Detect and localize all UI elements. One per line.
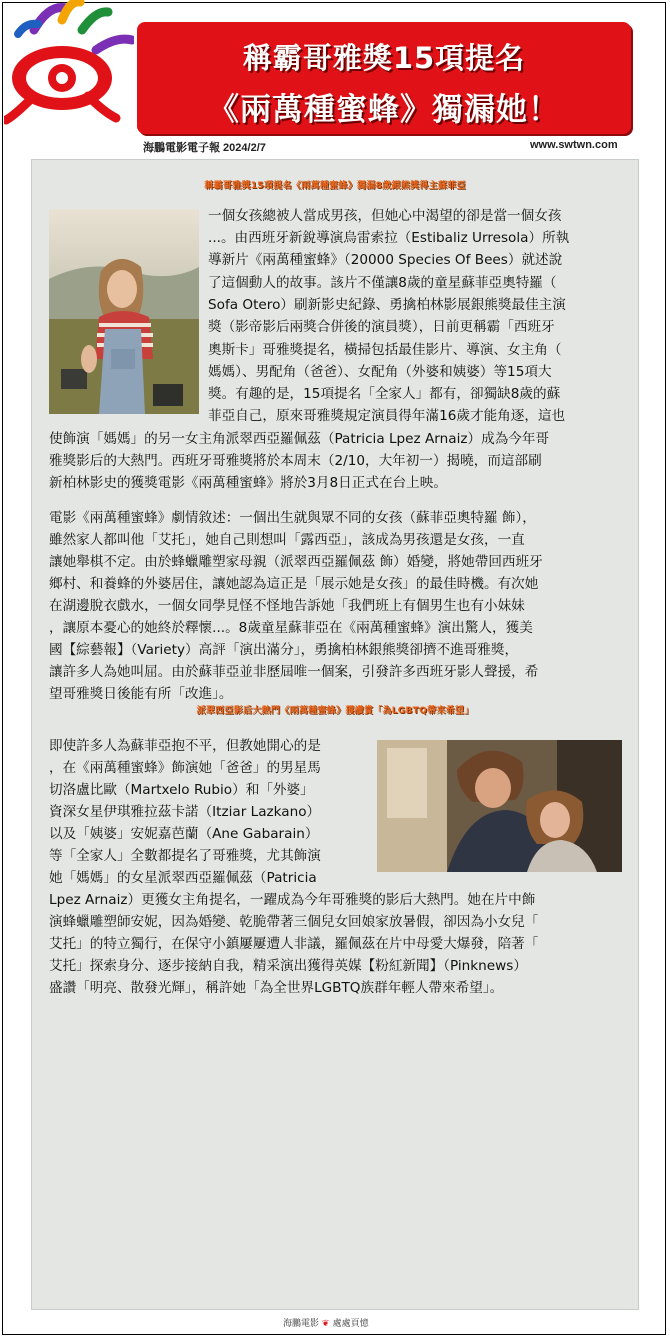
footer-brand xyxy=(283,1316,369,1329)
s1-wrap-line-5: 獎（影帝影后兩獎合併後的演員獎），日前更稱霸「西班牙 xyxy=(208,319,555,335)
title-banner xyxy=(137,22,631,134)
s1-wrap-line-7: 媽媽）、男配角（爸爸）、女配角（外婆和姨婆）等15項大 xyxy=(208,364,552,380)
haipeng-logo xyxy=(4,0,134,125)
s2-full-line-4: 盛讚「明亮、散發光輝」，稱許她「為全世界LGBTQ族群年輕人帶來希望」。 xyxy=(49,980,504,996)
s1-wrap-line-2: 導新片《兩萬種蜜蜂》（20000 Species Of Bees）就述說 xyxy=(208,252,563,268)
footer-logo-icon: ❦ xyxy=(321,1319,333,1329)
s1-wrap-line-9: 菲亞自己，原來哥雅獎規定演員得年滿16歲才能角逐，這也 xyxy=(208,408,566,424)
s1-p2-line-2: 讓她舉棋不定。由於蜂蠟雕塑家母親（派翠西亞羅佩茲 飾）婚變，將她帶回西班牙 xyxy=(49,554,543,570)
s1-full-line-2: 新柏林影史的獲獎電影《兩萬種蜜蜂》將於3月8日正式在台上映。 xyxy=(49,475,447,491)
footer-left-text: 海鵬電影 xyxy=(283,1319,320,1329)
s1-p2-line-0: 電影《兩萬種蜜蜂》劇情敘述：一個出生就與眾不同的女孩（蘇菲亞奧特羅 飾）， xyxy=(49,510,536,526)
article-panel xyxy=(31,159,639,1310)
publication-date: 海鵬電影電子報 2024/2/7 xyxy=(143,142,266,154)
s1-p2-line-1: 雖然家人都叫他「艾托」，她自己則想叫「露西亞」，該成為男孩還是女孩，一直 xyxy=(49,532,525,548)
footer-right-text: 處處頁憶 xyxy=(332,1319,369,1329)
s1-p2-line-6: 國【綜藝報】（Variety）高評「演出滿分」，勇擒柏林銀熊獎卻擠不進哥雅獎， xyxy=(49,642,519,658)
mother-daughter-photo xyxy=(377,740,622,872)
s1-full-line-0: 使飾演「媽媽」的另一女主角派翠西亞羅佩茲（Patricia Lpez Arnaiz）成為今年哥 xyxy=(49,431,550,447)
girl-photo xyxy=(49,209,199,414)
banner-title-line-2: 《兩萬種蜜蜂》獨漏她！ xyxy=(208,92,560,128)
s1-full-line-1: 雅獎影后的大熱門。西班牙哥雅獎將於本周末（2/10，大年初一）揭曉，而這部刷 xyxy=(49,453,542,469)
s1-wrap-line-1: ...。由西班牙新銳導演烏雷索拉（Estibaliz Urresola）所執 xyxy=(208,230,570,246)
s1-p2-line-5: ，讓原本憂心的她終於釋懷...。8歲童星蘇菲亞在《兩萬種蜜蜂》演出驚人，獲美 xyxy=(49,620,533,636)
section-2-heading: 派翠西亞影后大熱門《兩萬種蜜蜂》獲讚賞「為LGBTQ帶來希望」 xyxy=(196,706,474,716)
s2-full-line-3: 艾托」探索身分、逐步接納自我，精采演出獲得英媒【粉紅新聞】（Pinknews） xyxy=(49,958,527,974)
s2-wrap-line-5: 等「全家人」全數都提名了哥雅獎，尤其飾演 xyxy=(49,848,321,864)
section-1-heading: 稱霸哥雅獎15項提名《兩萬種蜜蜂》獨漏8歲銀熊獎得主蘇菲亞 xyxy=(204,181,466,191)
s2-wrap-line-2: 切洛盧比歐（Martxelo Rubio）和「外婆」 xyxy=(49,782,314,798)
website-link[interactable]: www.swtwn.com xyxy=(530,139,618,151)
s2-full-line-0: Lpez Arnaiz）更獲女主角提名，一躍成為今年哥雅獎的影后大熱門。她在片中飾 xyxy=(49,892,536,908)
s2-full-line-1: 演蜂蠟雕塑師安妮，因為婚變、乾脆帶著三個兒女回娘家放暑假，卻因為小女兒「 xyxy=(49,914,539,930)
s1-p2-line-8: 望哥雅獎日後能有所「改進」。 xyxy=(49,686,233,702)
s2-wrap-line-4: 以及「姨婆」安妮嘉芭蘭（Ane Gabarain） xyxy=(49,826,319,842)
banner-title-line-1: 稱霸哥雅獎15項提名 xyxy=(242,41,526,75)
s2-wrap-line-0: 即使許多人為蘇菲亞抱不平，但教她開心的是 xyxy=(49,738,321,754)
s1-wrap-line-4: Sofa Otero）刷新影史紀錄、勇擒柏林影展銀熊獎最佳主演 xyxy=(208,297,566,313)
s2-wrap-line-1: ，在《兩萬種蜜蜂》飾演她「爸爸」的男星馬 xyxy=(49,760,321,776)
s1-wrap-line-3: 了這個動人的故事。該片不僅讓8歲的童星蘇菲亞奧特羅（ xyxy=(208,275,557,291)
s2-wrap-line-6: 她「媽媽」的女星派翠西亞羅佩茲（Patricia xyxy=(49,870,317,886)
s1-wrap-line-0: 一個女孩總被人當成男孩，但她心中渴望的卻是當一個女孩 xyxy=(208,208,562,224)
s1-wrap-line-6: 奧斯卡」哥雅獎提名，橫掃包括最佳影片、導演、女主角（ xyxy=(208,342,562,358)
s1-wrap-line-8: 獎。有趣的是，15項提名「全家人」都有，卻獨缺8歲的蘇 xyxy=(208,386,561,402)
s2-wrap-line-3: 資深女星伊琪雅拉茲卡諾（Itziar Lazkano） xyxy=(49,804,321,820)
s2-full-line-2: 艾托」的特立獨行，在保守小鎮屢屢遭人非議，羅佩茲在片中母愛大爆發，陪著「 xyxy=(49,936,539,952)
s1-p2-line-3: 鄉村、和養蜂的外婆居住，讓她認為這正是「展示她是女孩」的最佳時機。有次她 xyxy=(49,576,539,592)
s1-p2-line-7: 讓許多人為她叫屈。由於蘇菲亞並非歷屆唯一個案，引發許多西班牙影人聲援，希 xyxy=(49,664,539,680)
s1-p2-line-4: 在湖邊脫衣戲水，一個女同學見怪不怪地告訴她「我們班上有個男生也有小妹妹 xyxy=(49,598,525,614)
